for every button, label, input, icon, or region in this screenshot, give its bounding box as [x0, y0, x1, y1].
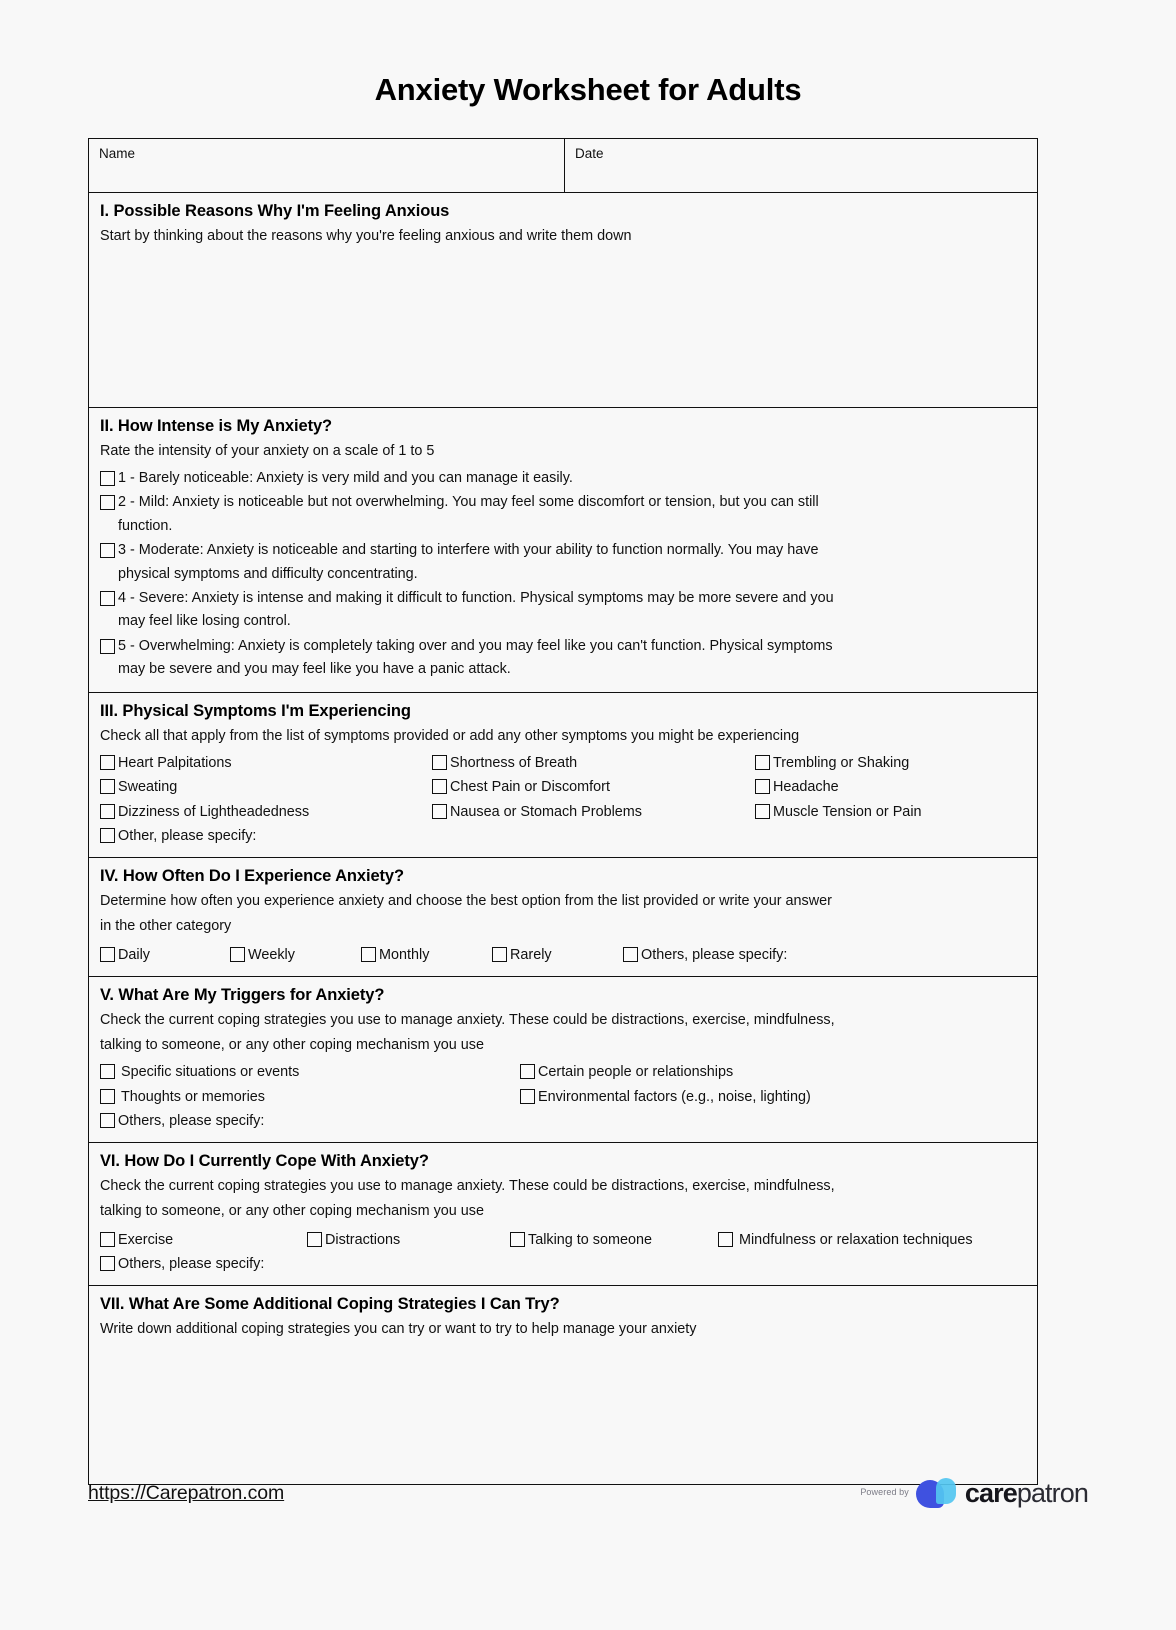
- trigger-option-label: Environmental factors (e.g., noise, lighting): [538, 1088, 811, 1105]
- coping-option-mindfulness[interactable]: [718, 1228, 973, 1252]
- checkbox-icon[interactable]: [307, 1232, 322, 1247]
- symptom-option[interactable]: [432, 775, 755, 799]
- checkbox-icon[interactable]: [100, 1064, 115, 1079]
- section-7-instruction: Write down additional coping strategies you can try or want to try to help manage your anxiety: [100, 1321, 697, 1338]
- trigger-option[interactable]: [520, 1085, 1026, 1109]
- checkbox-icon[interactable]: [100, 1089, 115, 1104]
- symptom-option-label: Dizziness of Lightheadedness: [118, 803, 310, 820]
- date-field[interactable]: [565, 139, 1037, 192]
- checkbox-icon[interactable]: [100, 1232, 115, 1247]
- checkbox-icon[interactable]: [432, 755, 447, 770]
- section-4: [89, 858, 1037, 977]
- checkbox-icon[interactable]: [432, 804, 447, 819]
- frequency-option-rarely[interactable]: [492, 943, 623, 967]
- checkbox-icon[interactable]: [492, 947, 507, 962]
- section-2-heading: II. How Intense is My Anxiety?: [100, 417, 333, 436]
- trigger-option[interactable]: [520, 1060, 1026, 1084]
- trigger-option-label: Certain people or relationships: [538, 1064, 734, 1081]
- intensity-option-5-text-cont: may be severe and you may feel like you have a panic attack.: [118, 661, 511, 678]
- checkbox-icon[interactable]: [755, 755, 770, 770]
- section-5-heading: V. What Are My Triggers for Anxiety?: [100, 985, 385, 1004]
- symptom-option[interactable]: [432, 800, 755, 824]
- symptom-option-label: Heart Palpitations: [118, 755, 232, 772]
- section-3-instruction: Check all that apply from the list of symptoms provided or add any other symptoms you might be experiencing: [100, 727, 800, 744]
- checkbox-icon[interactable]: [510, 1232, 525, 1247]
- symptom-option-label: Headache: [773, 779, 839, 796]
- section-1: [89, 193, 1037, 408]
- section-1-answer-area[interactable]: [100, 250, 1026, 398]
- section-7: [89, 1286, 1037, 1484]
- checkbox-icon[interactable]: [100, 947, 115, 962]
- symptom-other-label: Other, please specify:: [118, 827, 257, 844]
- section-7-heading: VII. What Are Some Additional Coping Strategies I Can Try?: [100, 1295, 560, 1314]
- checkbox-icon[interactable]: [755, 779, 770, 794]
- intensity-option-2-text-cont: function.: [118, 517, 173, 534]
- frequency-option-label: Weekly: [248, 946, 295, 963]
- intensity-scale-list: [100, 467, 1026, 682]
- frequency-options-row: [100, 943, 1026, 967]
- symptom-option[interactable]: [100, 775, 432, 799]
- symptom-option[interactable]: [755, 775, 1026, 799]
- carepatron-wordmark: [964, 1477, 1088, 1508]
- symptom-option[interactable]: [755, 751, 1026, 775]
- checkbox-icon[interactable]: [100, 779, 115, 794]
- coping-option-distractions[interactable]: [307, 1228, 510, 1252]
- wordmark-light: patron: [1016, 1477, 1088, 1508]
- coping-option-label: Talking to someone: [528, 1231, 652, 1248]
- section-6-instruction-line1: Check the current coping strategies you use to manage anxiety. These could be distractions, exercise, mindfulness,: [100, 1178, 835, 1195]
- checkbox-icon[interactable]: [361, 947, 376, 962]
- section-3-heading: III. Physical Symptoms I'm Experiencing: [100, 701, 411, 720]
- checkbox-icon[interactable]: [100, 828, 115, 843]
- trigger-other-option[interactable]: [100, 1109, 1026, 1133]
- coping-option-talking[interactable]: [510, 1228, 718, 1252]
- section-2: [89, 408, 1037, 693]
- frequency-option-monthly[interactable]: [361, 943, 492, 967]
- trigger-option-label: Specific situations or events: [121, 1064, 300, 1081]
- checkbox-icon[interactable]: [623, 947, 638, 962]
- page-title: Anxiety Worksheet for Adults: [374, 72, 802, 107]
- carepatron-url-link[interactable]: https://Carepatron.com: [88, 1481, 285, 1504]
- name-field[interactable]: [89, 139, 565, 192]
- worksheet-form: [88, 138, 1038, 1485]
- intensity-option-3[interactable]: [100, 539, 1026, 586]
- frequency-option-daily[interactable]: [100, 943, 230, 967]
- section-4-instruction-line1: Determine how often you experience anxiety and choose the best option from the list provided or write your answer: [100, 892, 832, 909]
- frequency-option-label: Rarely: [510, 946, 552, 963]
- symptom-option[interactable]: [100, 800, 432, 824]
- frequency-option-label: Monthly: [379, 946, 430, 963]
- coping-other-option[interactable]: [100, 1252, 1026, 1276]
- intensity-option-1[interactable]: [100, 467, 1026, 490]
- trigger-option[interactable]: [100, 1085, 520, 1109]
- checkbox-icon[interactable]: [718, 1232, 733, 1247]
- section-1-heading: I. Possible Reasons Why I'm Feeling Anxious: [100, 202, 450, 220]
- section-6-heading: VI. How Do I Currently Cope With Anxiety?: [100, 1152, 429, 1171]
- trigger-option[interactable]: [100, 1060, 520, 1084]
- intensity-option-5[interactable]: [100, 635, 1026, 682]
- intensity-option-3-text-cont: physical symptoms and difficulty concentrating.: [118, 565, 418, 582]
- symptom-options-grid: [100, 751, 1026, 824]
- symptom-option[interactable]: [100, 751, 432, 775]
- section-5-instruction-line1: Check the current coping strategies you use to manage anxiety. These could be distractions, exercise, mindfulness,: [100, 1011, 835, 1028]
- symptom-option-label: Chest Pain or Discomfort: [450, 779, 610, 796]
- intensity-option-4-text-cont: may feel like losing control.: [118, 613, 291, 630]
- trigger-other-label: Others, please specify:: [118, 1112, 265, 1129]
- symptom-option-label: Sweating: [118, 779, 178, 796]
- footer: [88, 1478, 1088, 1508]
- date-label: Date: [575, 146, 604, 161]
- frequency-other-option[interactable]: [623, 943, 787, 967]
- intensity-option-2[interactable]: [100, 491, 1026, 538]
- powered-by-label: Powered by: [860, 1486, 909, 1497]
- intensity-option-4[interactable]: [100, 587, 1026, 634]
- wordmark-bold: care: [964, 1477, 1017, 1508]
- trigger-options-grid: [100, 1060, 1026, 1108]
- section-4-heading: IV. How Often Do I Experience Anxiety?: [100, 866, 404, 885]
- symptom-other-option[interactable]: [100, 824, 1026, 848]
- coping-option-label: Distractions: [325, 1231, 401, 1248]
- name-label: Name: [99, 146, 136, 161]
- intensity-option-4-text: 4 - Severe: Anxiety is intense and making it difficult to function. Physical symptoms may be more severe and you: [118, 590, 834, 606]
- coping-option-label: Exercise: [118, 1231, 174, 1248]
- checkbox-icon[interactable]: [100, 543, 115, 558]
- checkbox-icon[interactable]: [520, 1089, 535, 1104]
- checkbox-icon[interactable]: [100, 591, 115, 606]
- frequency-other-label: Others, please specify:: [641, 946, 788, 963]
- section-1-instruction: Start by thinking about the reasons why you're feeling anxious and write them down: [100, 228, 632, 244]
- coping-option-label: Mindfulness or relaxation techniques: [739, 1231, 973, 1248]
- intensity-option-5-text: 5 - Overwhelming: Anxiety is completely taking over and you may feel like you can't function. Physical symptoms: [118, 637, 833, 654]
- checkbox-icon[interactable]: [100, 1256, 115, 1271]
- trigger-option-label: Thoughts or memories: [121, 1088, 265, 1105]
- carepatron-logo-icon: [916, 1478, 958, 1508]
- section-5: [89, 977, 1037, 1143]
- checkbox-icon[interactable]: [100, 495, 115, 510]
- section-6: [89, 1143, 1037, 1286]
- checkbox-icon[interactable]: [230, 947, 245, 962]
- checkbox-icon[interactable]: [100, 471, 115, 486]
- symptom-option-label: Muscle Tension or Pain: [773, 803, 922, 820]
- checkbox-icon[interactable]: [100, 755, 115, 770]
- powered-by-carepatron: [860, 1478, 1088, 1508]
- symptom-option-label: Nausea or Stomach Problems: [450, 803, 642, 820]
- section-7-answer-area[interactable]: [100, 1343, 1026, 1475]
- section-4-instruction-line2: in the other category: [100, 918, 232, 935]
- coping-options-row: [100, 1228, 1026, 1252]
- checkbox-icon[interactable]: [100, 1113, 115, 1128]
- intensity-option-1-text: 1 - Barely noticeable: Anxiety is very mild and you can manage it easily.: [118, 469, 573, 486]
- checkbox-icon[interactable]: [100, 804, 115, 819]
- section-2-instruction: Rate the intensity of your anxiety on a scale of 1 to 5: [100, 443, 435, 460]
- frequency-option-label: Daily: [118, 946, 150, 963]
- checkbox-icon[interactable]: [100, 639, 115, 654]
- checkbox-icon[interactable]: [520, 1064, 535, 1079]
- coping-other-label: Others, please specify:: [118, 1255, 265, 1272]
- intensity-option-2-text: 2 - Mild: Anxiety is noticeable but not overwhelming. You may feel some discomfort or tension, but you can still: [118, 494, 819, 511]
- logo-pill-shape: [936, 1478, 956, 1504]
- checkbox-icon[interactable]: [432, 779, 447, 794]
- frequency-option-weekly[interactable]: [230, 943, 361, 967]
- section-5-instruction-line2: talking to someone, or any other coping mechanism you use: [100, 1037, 484, 1054]
- symptom-option-label: Trembling or Shaking: [773, 755, 910, 772]
- symptom-option-label: Shortness of Breath: [450, 755, 578, 772]
- section-6-instruction-line2: talking to someone, or any other coping mechanism you use: [100, 1203, 484, 1220]
- name-date-row: [89, 139, 1037, 193]
- checkbox-icon[interactable]: [755, 804, 770, 819]
- symptom-option[interactable]: [432, 751, 755, 775]
- coping-option-exercise[interactable]: [100, 1228, 307, 1252]
- section-3: [89, 693, 1037, 858]
- intensity-option-3-text: 3 - Moderate: Anxiety is noticeable and starting to interfere with your ability to function normally. You may have: [118, 542, 819, 559]
- symptom-option[interactable]: [755, 800, 1026, 824]
